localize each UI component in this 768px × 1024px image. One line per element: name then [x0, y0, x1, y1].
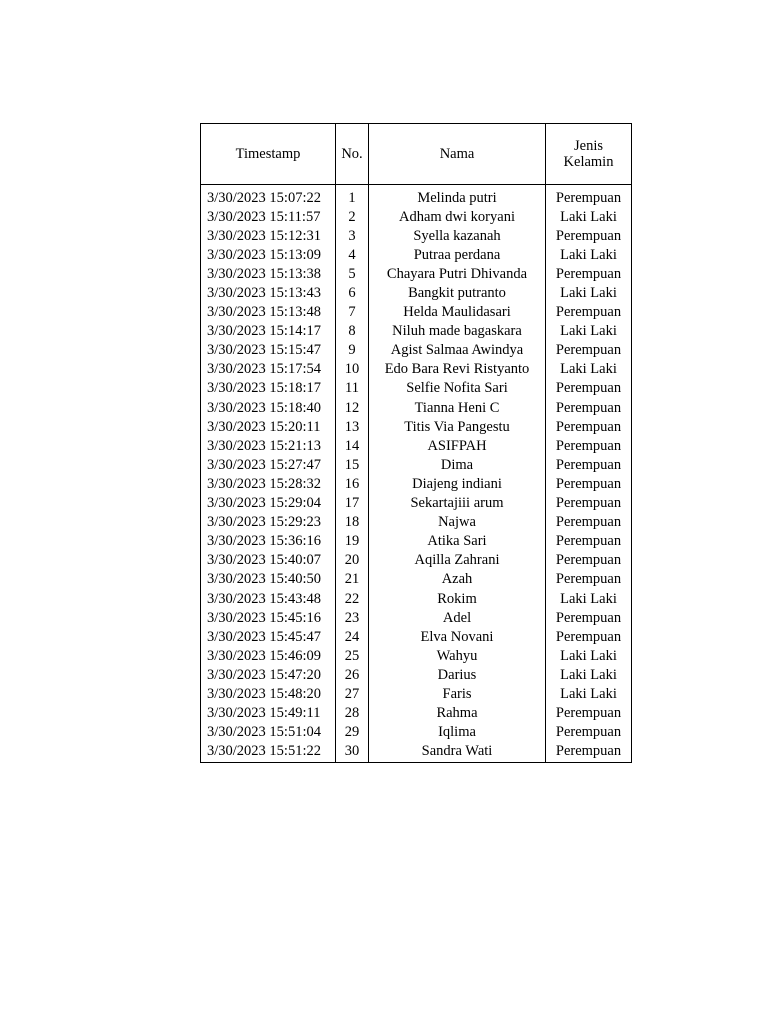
table-row	[201, 513, 632, 532]
cell-timestamp: 3/30/2023 15:13:43	[201, 283, 336, 302]
header-row	[201, 124, 632, 185]
table-row	[201, 436, 632, 455]
table-row	[201, 455, 632, 474]
table-row	[201, 570, 632, 589]
cell-jenis-kelamin: Perempuan	[555, 227, 622, 244]
cell-jenis-kelamin: Laki Laki	[560, 647, 617, 664]
cell-no: 23	[336, 608, 369, 627]
header-jenis-kelamin	[546, 124, 632, 185]
cell-timestamp: 3/30/2023 15:28:32	[201, 474, 336, 493]
cell-jenis-kelamin: Laki Laki	[560, 685, 617, 702]
cell-jenis-kelamin: Perempuan	[555, 514, 622, 531]
table-row	[201, 723, 632, 742]
cell-timestamp: 3/30/2023 15:45:47	[201, 627, 336, 646]
cell-jenis-kelamin: Perempuan	[555, 380, 622, 397]
cell-no: 3	[336, 226, 369, 245]
respondent-table	[200, 123, 632, 763]
cell-jenis-kelamin: Perempuan	[555, 533, 622, 550]
cell-jenis-kelamin: Laki Laki	[560, 666, 617, 683]
cell-no: 9	[336, 341, 369, 360]
header-jenis-kelamin-line2: Kelamin	[563, 154, 614, 170]
table-row	[201, 341, 632, 360]
table-body	[201, 185, 632, 763]
table-row	[201, 684, 632, 703]
cell-jenis-kelamin: Laki Laki	[560, 208, 617, 225]
cell-no: 11	[336, 379, 369, 398]
cell-nama: Edo Bara Revi Ristyanto	[369, 360, 546, 379]
table-row	[201, 322, 632, 341]
cell-no: 26	[336, 665, 369, 684]
cell-jenis-kelamin: Laki Laki	[560, 590, 617, 607]
table-row	[201, 494, 632, 513]
cell-jenis-kelamin: Perempuan	[555, 609, 622, 626]
cell-nama: Rahma	[369, 704, 546, 723]
cell-nama: Darius	[369, 665, 546, 684]
cell-timestamp: 3/30/2023 15:20:11	[201, 417, 336, 436]
cell-nama: Faris	[369, 684, 546, 703]
table-row	[201, 207, 632, 226]
header-no: No.	[336, 124, 369, 185]
cell-nama: Adel	[369, 608, 546, 627]
cell-no: 7	[336, 303, 369, 322]
table-row	[201, 532, 632, 551]
cell-no: 28	[336, 704, 369, 723]
table-header	[201, 124, 632, 185]
cell-jenis-kelamin: Laki Laki	[560, 246, 617, 263]
cell-no: 6	[336, 283, 369, 302]
table-row	[201, 303, 632, 322]
cell-timestamp: 3/30/2023 15:12:31	[201, 226, 336, 245]
cell-nama: Rokim	[369, 589, 546, 608]
cell-jenis-kelamin: Perempuan	[555, 724, 622, 741]
cell-timestamp: 3/30/2023 15:48:20	[201, 684, 336, 703]
cell-no: 25	[336, 646, 369, 665]
table-row	[201, 264, 632, 283]
cell-timestamp: 3/30/2023 15:36:16	[201, 532, 336, 551]
cell-no: 21	[336, 570, 369, 589]
cell-jenis-kelamin: Perempuan	[555, 189, 622, 206]
cell-nama: Dima	[369, 455, 546, 474]
cell-timestamp: 3/30/2023 15:40:07	[201, 551, 336, 570]
cell-jenis-kelamin: Perempuan	[555, 418, 622, 435]
cell-timestamp: 3/30/2023 15:17:54	[201, 360, 336, 379]
cell-timestamp: 3/30/2023 15:14:17	[201, 322, 336, 341]
cell-nama: Selfie Nofita Sari	[369, 379, 546, 398]
cell-timestamp: 3/30/2023 15:15:47	[201, 341, 336, 360]
cell-timestamp: 3/30/2023 15:51:22	[201, 742, 336, 763]
cell-jenis-kelamin: Perempuan	[555, 304, 622, 321]
cell-timestamp: 3/30/2023 15:07:22	[201, 185, 336, 208]
cell-jenis-kelamin: Perempuan	[555, 495, 622, 512]
table-row	[201, 417, 632, 436]
cell-nama: Wahyu	[369, 646, 546, 665]
header-timestamp: Timestamp	[201, 124, 336, 185]
table-row	[201, 627, 632, 646]
cell-jenis-kelamin: Perempuan	[555, 399, 622, 416]
table-row	[201, 665, 632, 684]
cell-nama: Tianna Heni C	[369, 398, 546, 417]
cell-no: 16	[336, 474, 369, 493]
cell-no: 13	[336, 417, 369, 436]
cell-no: 22	[336, 589, 369, 608]
cell-jenis-kelamin: Perempuan	[555, 265, 622, 282]
cell-nama: Elva Novani	[369, 627, 546, 646]
cell-nama: Adham dwi koryani	[369, 207, 546, 226]
table-row	[201, 589, 632, 608]
cell-jenis-kelamin: Perempuan	[555, 437, 622, 454]
cell-jenis-kelamin: Perempuan	[555, 456, 622, 473]
cell-nama: Aqilla Zahrani	[369, 551, 546, 570]
cell-nama: ASIFPAH	[369, 436, 546, 455]
cell-no: 8	[336, 322, 369, 341]
cell-timestamp: 3/30/2023 15:13:48	[201, 303, 336, 322]
cell-timestamp: 3/30/2023 15:13:38	[201, 264, 336, 283]
cell-nama: Chayara Putri Dhivanda	[369, 264, 546, 283]
table-row	[201, 608, 632, 627]
table-row	[201, 185, 632, 208]
cell-timestamp: 3/30/2023 15:45:16	[201, 608, 336, 627]
cell-timestamp: 3/30/2023 15:43:48	[201, 589, 336, 608]
cell-jenis-kelamin: Laki Laki	[560, 361, 617, 378]
cell-timestamp: 3/30/2023 15:46:09	[201, 646, 336, 665]
cell-timestamp: 3/30/2023 15:49:11	[201, 704, 336, 723]
cell-timestamp: 3/30/2023 15:51:04	[201, 723, 336, 742]
cell-no: 12	[336, 398, 369, 417]
cell-no: 14	[336, 436, 369, 455]
table-row	[201, 379, 632, 398]
table-row	[201, 742, 632, 763]
cell-no: 19	[336, 532, 369, 551]
cell-no: 1	[336, 185, 369, 208]
cell-nama: Agist Salmaa Awindya	[369, 341, 546, 360]
cell-timestamp: 3/30/2023 15:13:09	[201, 245, 336, 264]
table-row	[201, 226, 632, 245]
cell-no: 5	[336, 264, 369, 283]
cell-nama: Putraa perdana	[369, 245, 546, 264]
cell-nama: Helda Maulidasari	[369, 303, 546, 322]
cell-jenis-kelamin: Laki Laki	[560, 323, 617, 340]
table-row	[201, 398, 632, 417]
cell-no: 10	[336, 360, 369, 379]
cell-no: 29	[336, 723, 369, 742]
cell-nama: Sekartajiii arum	[369, 494, 546, 513]
cell-timestamp: 3/30/2023 15:21:13	[201, 436, 336, 455]
cell-nama: Atika Sari	[369, 532, 546, 551]
cell-jenis-kelamin: Perempuan	[555, 342, 622, 359]
cell-nama: Iqlima	[369, 723, 546, 742]
cell-no: 20	[336, 551, 369, 570]
table-row	[201, 551, 632, 570]
table-row	[201, 704, 632, 723]
cell-jenis-kelamin: Perempuan	[555, 571, 622, 588]
table-row	[201, 360, 632, 379]
cell-no: 30	[336, 742, 369, 763]
cell-timestamp: 3/30/2023 15:29:23	[201, 513, 336, 532]
cell-jenis-kelamin: Perempuan	[555, 475, 622, 492]
cell-nama: Bangkit putranto	[369, 283, 546, 302]
cell-timestamp: 3/30/2023 15:18:17	[201, 379, 336, 398]
cell-jenis-kelamin: Laki Laki	[560, 285, 617, 302]
cell-nama: Niluh made bagaskara	[369, 322, 546, 341]
cell-nama: Titis Via Pangestu	[369, 417, 546, 436]
cell-no: 17	[336, 494, 369, 513]
cell-jenis-kelamin: Perempuan	[555, 743, 622, 760]
cell-nama: Melinda putri	[369, 185, 546, 208]
cell-nama: Syella kazanah	[369, 226, 546, 245]
cell-no: 27	[336, 684, 369, 703]
header-jenis-kelamin-line1: Jenis	[574, 138, 603, 154]
cell-nama: Najwa	[369, 513, 546, 532]
cell-timestamp: 3/30/2023 15:18:40	[201, 398, 336, 417]
cell-jenis-kelamin: Perempuan	[555, 705, 622, 722]
header-nama: Nama	[369, 124, 546, 185]
cell-timestamp: 3/30/2023 15:11:57	[201, 207, 336, 226]
cell-nama: Azah	[369, 570, 546, 589]
table-row	[201, 245, 632, 264]
cell-jenis-kelamin: Perempuan	[555, 628, 622, 645]
cell-timestamp: 3/30/2023 15:40:50	[201, 570, 336, 589]
table-row	[201, 646, 632, 665]
cell-nama: Sandra Wati	[369, 742, 546, 763]
cell-no: 18	[336, 513, 369, 532]
cell-no: 4	[336, 245, 369, 264]
table-row	[201, 283, 632, 302]
table-row	[201, 474, 632, 493]
cell-timestamp: 3/30/2023 15:29:04	[201, 494, 336, 513]
cell-timestamp: 3/30/2023 15:27:47	[201, 455, 336, 474]
cell-no: 2	[336, 207, 369, 226]
cell-no: 15	[336, 455, 369, 474]
cell-timestamp: 3/30/2023 15:47:20	[201, 665, 336, 684]
cell-nama: Diajeng indiani	[369, 474, 546, 493]
cell-no: 24	[336, 627, 369, 646]
cell-jenis-kelamin: Perempuan	[555, 552, 622, 569]
